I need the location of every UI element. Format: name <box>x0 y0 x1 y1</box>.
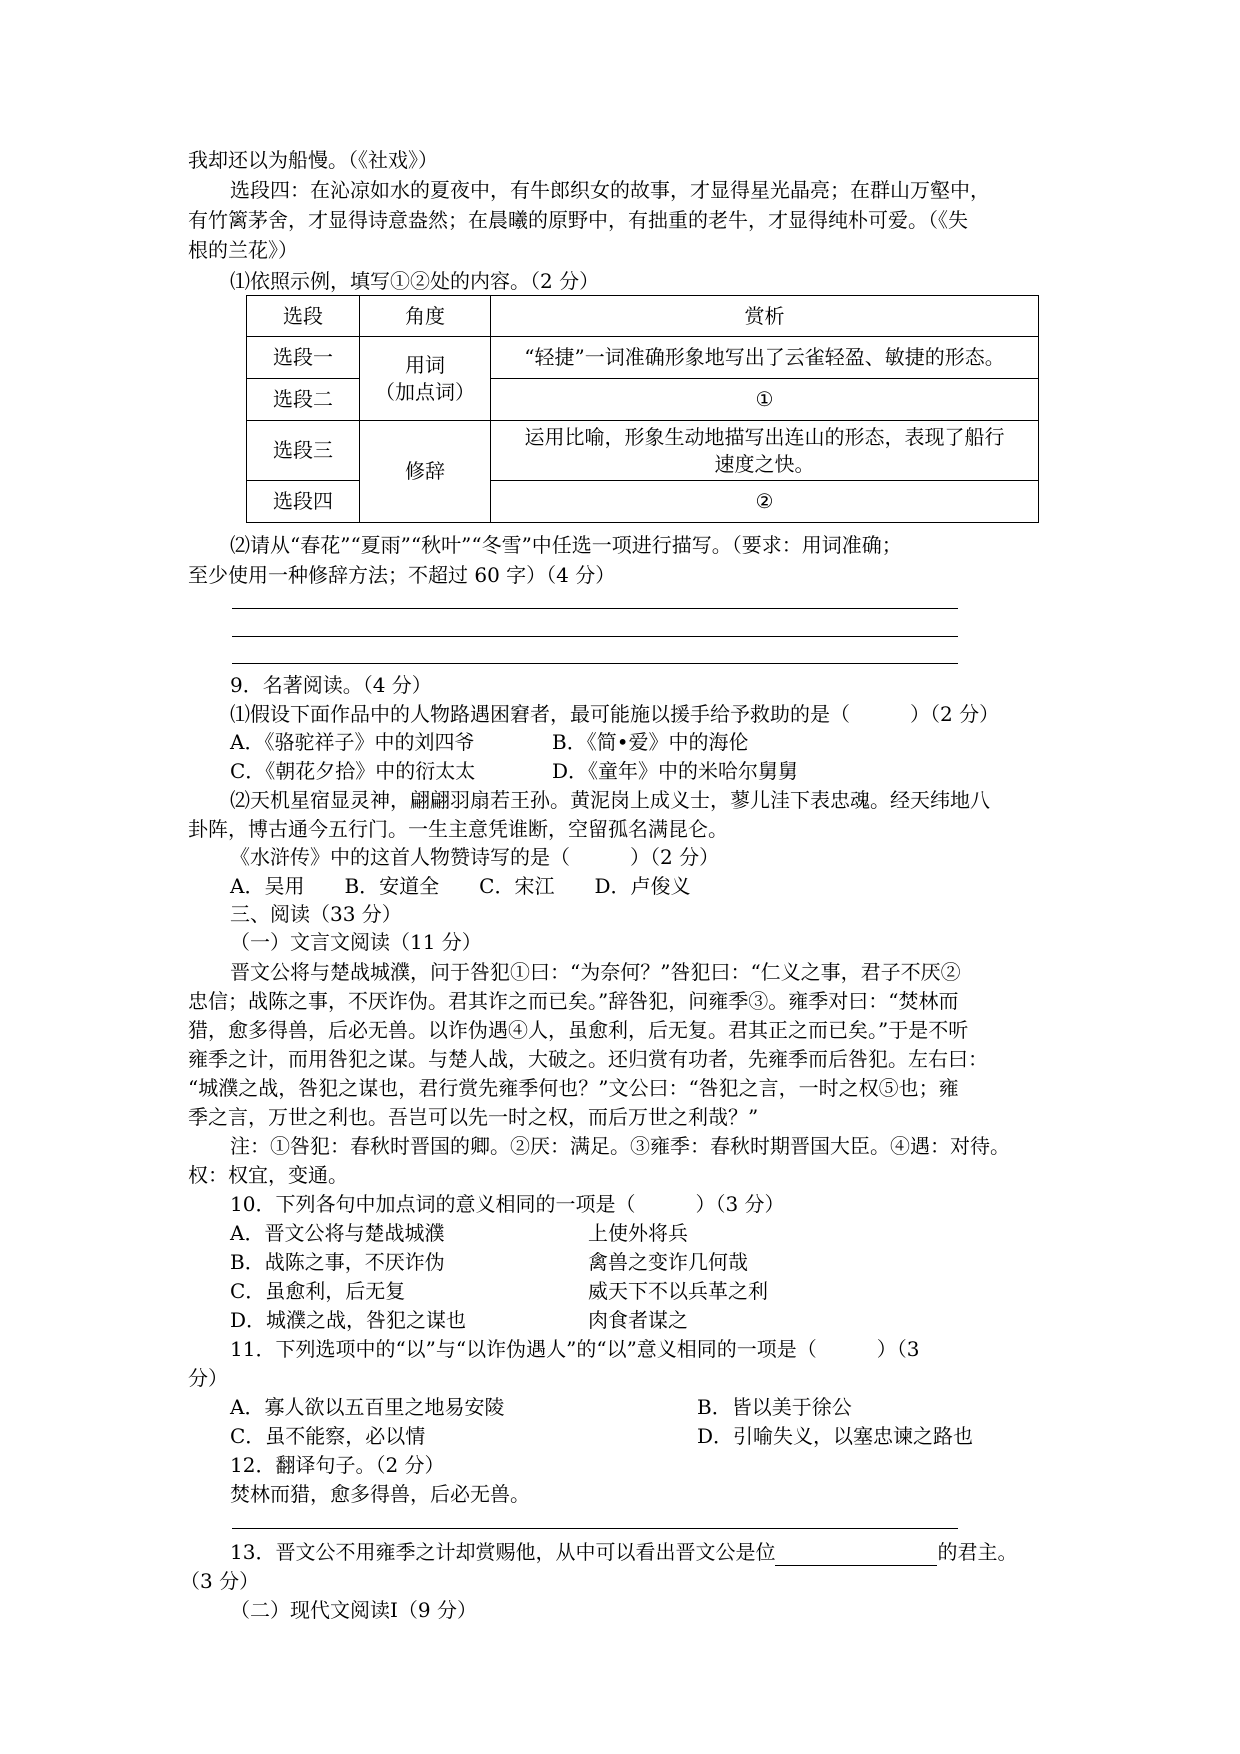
question-prompt: 分） <box>188 1366 228 1390</box>
option-right: 禽兽之变诈几何哉 <box>588 1250 748 1274</box>
question-prompt: 《水浒传》中的这首人物赞诗写的是（ ）（2 分） <box>230 845 720 869</box>
fill-blank[interactable] <box>775 1543 937 1566</box>
question-prompt <box>230 1538 1017 1566</box>
section-title: 三、阅读（33 分） <box>230 902 402 926</box>
question-title: 9．名著阅读。（4 分） <box>230 673 432 697</box>
question-prompt: 11．下列选项中的“以”与“以诈伪遇人”的“以”意义相同的一项是（ ）（3 <box>230 1337 920 1361</box>
text-line: 根的兰花》） <box>188 238 298 262</box>
table-row <box>247 337 1039 379</box>
option-left[interactable]: D．城濮之战，咎犯之谋也 <box>230 1308 467 1332</box>
classical-text-line: 雍季之计，而用咎犯之谋。与楚人战，大破之。还归赏有功者，先雍季而后咎犯。左右曰： <box>188 1047 988 1071</box>
option-a[interactable]: A．《骆驼祥子》中的刘四爷 <box>230 730 475 754</box>
answer-line[interactable] <box>232 1528 958 1529</box>
option-right: 威天下不以兵革之利 <box>588 1279 768 1303</box>
table-cell <box>491 421 1039 481</box>
prompt-text: 的君主。 <box>937 1540 1018 1564</box>
poem-line: 卦阵，博古通今五行门。一生主意凭谁断，空留孤名满昆仑。 <box>188 817 728 841</box>
classical-text-line: “城濮之战，咎犯之谋也，君行赏先雍季何也？”文公曰：“咎犯之言，一时之权⑤也；雍 <box>188 1076 959 1100</box>
answer-line[interactable] <box>232 663 958 664</box>
question-prompt: ⑴依照示例，填写①②处的内容。（2 分） <box>230 269 600 293</box>
appreciation-table <box>246 295 1039 523</box>
angle-label: （加点词） <box>375 379 475 404</box>
answer-line[interactable] <box>232 608 958 609</box>
table-header: 角度 <box>360 296 491 337</box>
text-line: 有竹篱茅舍，才显得诗意盎然；在晨曦的原野中，有拙重的老牛，才显得纯朴可爱。（《失 <box>188 208 968 232</box>
classical-text-line: 晋文公将与楚战城濮，问于咎犯①曰：“为奈何？”咎犯曰：“仁义之事，君子不厌② <box>230 960 961 984</box>
subsection-title: （一）文言文阅读（11 分） <box>230 930 482 954</box>
score-label: （3 分） <box>180 1569 260 1593</box>
table-header: 选段 <box>247 296 360 337</box>
prompt-text: 13．晋文公不用雍季之计却赏赐他，从中可以看出晋文公是位 <box>230 1540 776 1564</box>
question-prompt: 10．下列各句中加点词的意义相同的一项是（ ）（3 分） <box>230 1192 785 1216</box>
subsection-title: （二）现代文阅读Ⅰ（9 分） <box>230 1598 477 1622</box>
text-line: 选段四：在沁凉如水的夏夜中，有牛郎织女的故事，才显得星光晶亮；在群山万壑中， <box>230 178 990 202</box>
angle-cell: 修辞 <box>360 421 491 523</box>
classical-text-line: 季之言，万世之利也。吾岂可以先一时之权，而后万世之利哉？” <box>188 1105 759 1129</box>
table-cell: 选段二 <box>247 379 360 421</box>
option-right: 上使外将兵 <box>588 1221 688 1245</box>
classical-text-line: 猎，愈多得兽，后必无兽。以诈伪遇④人，虽愈利，后无复。君其正之而已矣。”于是不听 <box>188 1018 969 1042</box>
sentence-to-translate: 焚林而猎，愈多得兽，后必无兽。 <box>230 1482 530 1506</box>
table-row <box>247 421 1039 481</box>
text-line: 我却还以为船慢。（《社戏》） <box>188 148 438 172</box>
note-line: 注：①咎犯：春秋时晋国的卿。②厌：满足。③雍季：春秋时期晋国大臣。④遇：对待。 <box>230 1134 1010 1158</box>
question-prompt: 至少使用一种修辞方法；不超过 60 字）（4 分） <box>188 563 616 587</box>
angle-label: 用词 <box>405 352 445 377</box>
angle-cell <box>360 337 491 421</box>
answer-blank[interactable]: ① <box>491 379 1039 421</box>
poem-line: ⑵天机星宿显灵神，翩翩羽扇若王孙。黄泥岗上成义士，蓼儿洼下表忠魂。经天纬地八 <box>230 788 990 812</box>
option-b[interactable]: B．《简•爱》中的海伦 <box>552 730 749 754</box>
option-d[interactable]: D．引喻失义，以塞忠谏之路也 <box>697 1424 974 1448</box>
table-cell: 选段四 <box>247 481 360 523</box>
option-a[interactable]: A．寡人欲以五百里之地易安陵 <box>230 1395 505 1419</box>
option-left[interactable]: A．晋文公将与楚战城濮 <box>230 1221 445 1245</box>
option-b[interactable]: B．皆以美于徐公 <box>697 1395 852 1419</box>
option-right: 肉食者谋之 <box>588 1308 688 1332</box>
table-header: 赏析 <box>491 296 1039 337</box>
question-prompt: 12．翻译句子。（2 分） <box>230 1453 445 1477</box>
table-cell: “轻捷”一词准确形象地写出了云雀轻盈、敏捷的形态。 <box>491 337 1039 379</box>
note-line: 权：权宜，变通。 <box>188 1163 348 1187</box>
classical-text-line: 忠信；战陈之事，不厌诈伪。君其诈之而已矣。”辞咎犯，问雍季③。雍季对曰：“焚林而 <box>188 989 959 1013</box>
option-left[interactable]: B．战陈之事，不厌诈伪 <box>230 1250 445 1274</box>
answer-blank[interactable]: ② <box>491 481 1039 523</box>
option-d[interactable]: D．《童年》中的米哈尔舅舅 <box>552 759 799 783</box>
option-c[interactable]: C．虽不能察，必以情 <box>230 1424 426 1448</box>
analysis-line: 速度之快。 <box>714 451 815 476</box>
question-prompt: ⑴假设下面作品中的人物路遇困窘者，最可能施以援手给予救助的是（ ）（2 分） <box>230 702 1000 726</box>
table-cell: 选段一 <box>247 337 360 379</box>
answer-line[interactable] <box>232 636 958 637</box>
option-left[interactable]: C．虽愈利，后无复 <box>230 1279 406 1303</box>
option-c[interactable]: C．《朝花夕拾》中的衍太太 <box>230 759 476 783</box>
option-row[interactable]: A．吴用 B．安道全 C．宋江 D．卢俊义 <box>230 874 691 898</box>
analysis-line: 运用比喻，形象生动地描写出连山的形态，表现了船行 <box>524 424 1005 449</box>
table-header-row <box>247 296 1039 337</box>
table-cell: 选段三 <box>247 421 360 481</box>
question-prompt: ⑵请从“春花”“夏雨”“秋叶”“冬雪”中任选一项进行描写。（要求：用词准确； <box>230 533 902 557</box>
